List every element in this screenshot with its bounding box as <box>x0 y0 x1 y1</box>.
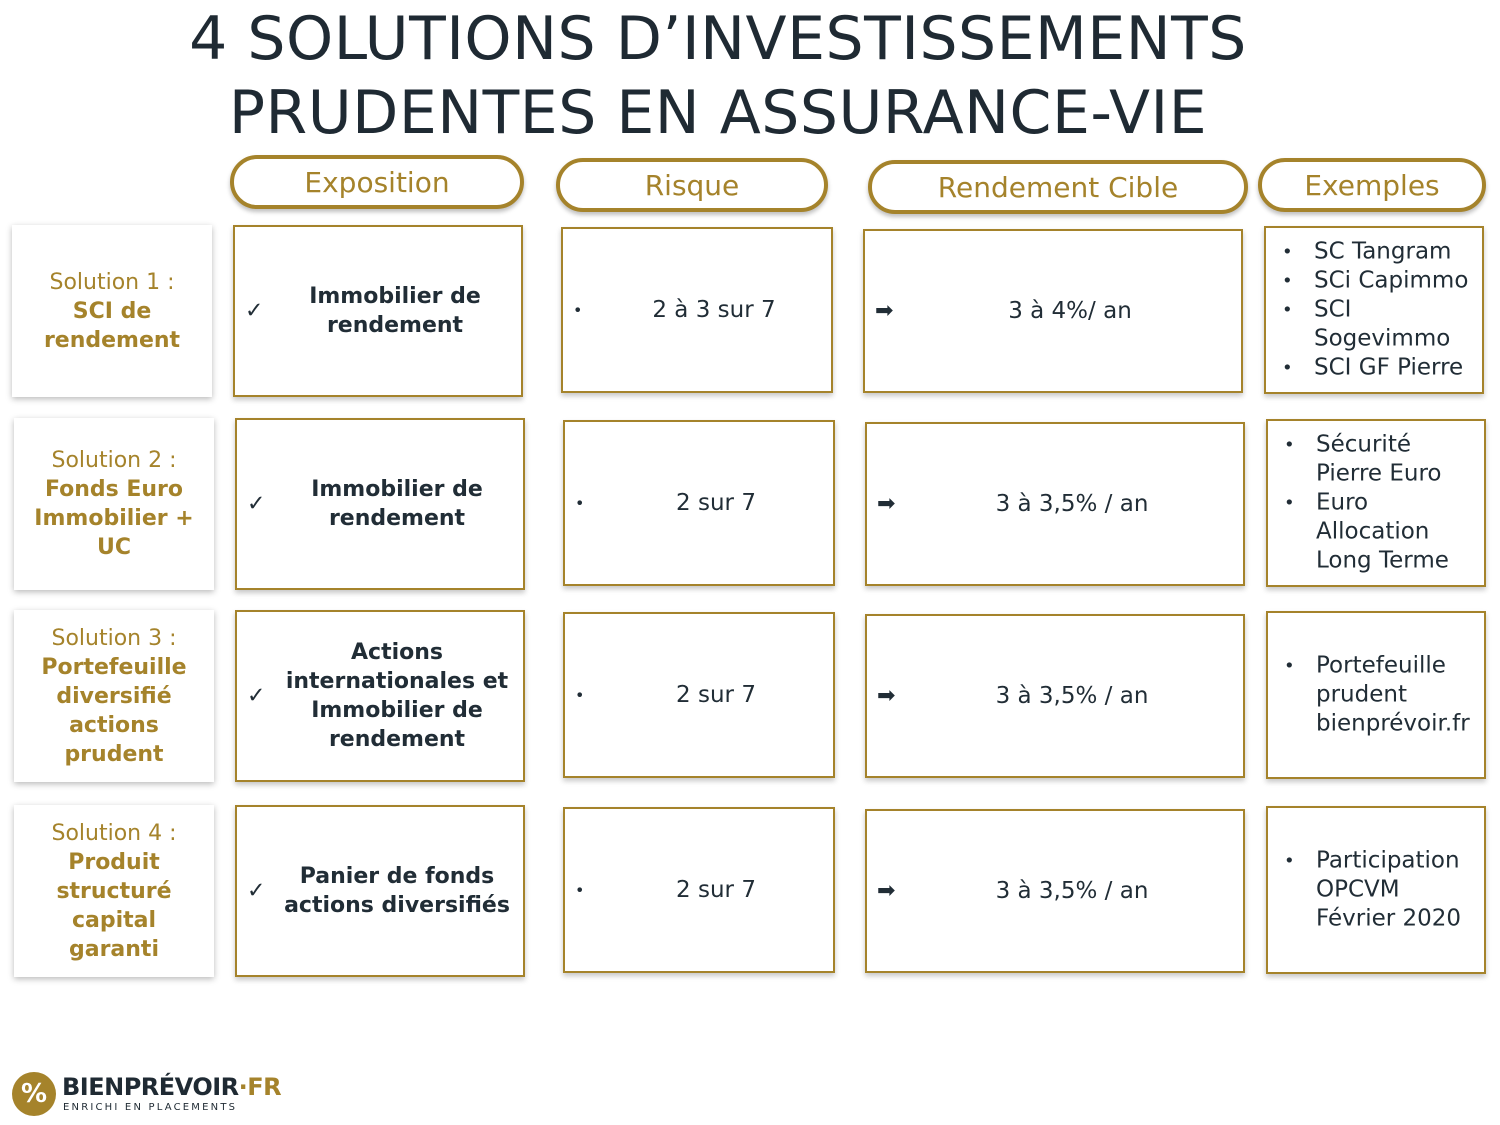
check-icon: ✓ <box>247 683 266 709</box>
solution-name-line: actions <box>69 712 159 738</box>
rendement-value: 3 à 3,5% / an <box>995 877 1149 904</box>
exemple-item: • Sécurité Pierre Euro <box>1280 431 1480 489</box>
exemple-item: • SC Tangram <box>1278 238 1478 267</box>
logo-name-suffix: ·FR <box>238 1073 282 1101</box>
solution-name-line: capital <box>71 907 157 933</box>
arrow-right-icon: ➡ <box>877 878 896 904</box>
header-exemples: Exemples <box>1258 158 1486 212</box>
exposition-line: Immobilier de <box>311 698 483 723</box>
exposition-cell <box>235 418 525 590</box>
solution-label: Solution 4 : <box>51 820 177 846</box>
solution-name-line: UC <box>96 535 131 560</box>
solution-card <box>14 805 214 977</box>
rendement-cell <box>863 229 1243 393</box>
rendement-value: 3 à 3,5% / an <box>995 682 1149 709</box>
risque-cell <box>563 420 835 586</box>
check-icon: ✓ <box>247 878 266 904</box>
exemples-list <box>1280 652 1480 739</box>
solution-label: Solution 1 : <box>49 269 175 295</box>
solution-name-line: diversifié <box>56 683 172 709</box>
exemple-item: • SCI GF Pierre <box>1278 354 1478 383</box>
solution-name-line: Portefeuille <box>41 654 187 680</box>
exposition-lines <box>284 862 510 920</box>
solution-name-line: rendement <box>43 327 181 353</box>
check-icon: ✓ <box>247 491 266 517</box>
rendement-cell <box>865 809 1245 973</box>
title-line-2: PRUDENTES EN ASSURANCE-VIE <box>228 78 1208 148</box>
exposition-text <box>275 227 515 395</box>
exposition-line: Immobilier de <box>311 477 483 502</box>
logo-tagline: ENRICHI EN PLACEMENTS <box>63 1102 238 1113</box>
exposition-line: Actions <box>351 640 443 665</box>
risque-cell <box>563 807 835 973</box>
exposition-cell <box>235 610 525 782</box>
exemple-item: • Participation OPCVM Février 2020 <box>1280 847 1480 934</box>
exposition-cell <box>235 805 525 977</box>
percent-icon: % <box>12 1072 56 1116</box>
exemple-item: • Portefeuille prudent bienprévoir.fr <box>1280 652 1480 739</box>
bullet-icon: • <box>575 685 585 705</box>
logo-name-main: BIENPRÉVOIR <box>62 1073 239 1101</box>
solution-name-line: structuré <box>56 878 172 904</box>
exemples-cell <box>1266 806 1486 974</box>
risque-value: 2 à 3 sur 7 <box>652 296 776 323</box>
exemples-cell <box>1266 611 1486 779</box>
header-risque: Risque <box>556 158 828 212</box>
exposition-text <box>277 420 517 588</box>
solution-name-line: garanti <box>68 936 159 962</box>
title-line-1: 4 SOLUTIONS D’INVESTISSEMENTS <box>189 4 1247 74</box>
exemple-item: • Euro Allocation Long Terme <box>1280 489 1480 576</box>
exposition-line: rendement <box>328 506 466 531</box>
bullet-icon: • <box>573 300 583 320</box>
header-exposition: Exposition <box>230 155 524 209</box>
exemples-cell <box>1264 226 1484 394</box>
rendement-cell <box>865 422 1245 586</box>
bullet-icon: • <box>575 880 585 900</box>
exposition-line: Panier de fonds <box>299 864 495 889</box>
exposition-lines <box>309 282 481 340</box>
arrow-right-icon: ➡ <box>877 683 896 709</box>
exposition-lines <box>311 475 483 533</box>
page-title <box>0 2 1436 150</box>
logo-name <box>62 1073 281 1101</box>
solution-name-line: SCI de <box>72 298 152 324</box>
bienprevoir-logo <box>12 1072 282 1122</box>
bullet-icon: • <box>575 493 585 513</box>
rendement-value: 3 à 4%/ an <box>1008 297 1132 324</box>
exposition-line: Immobilier de <box>309 284 481 309</box>
solution-card <box>14 418 214 590</box>
exemple-item: • SCi Capimmo <box>1278 267 1478 296</box>
rendement-cell <box>865 614 1245 778</box>
risque-cell <box>563 612 835 778</box>
risque-value: 2 sur 7 <box>676 876 756 903</box>
exemples-list <box>1278 238 1478 383</box>
risque-cell <box>561 227 833 393</box>
solution-card <box>14 610 214 782</box>
exposition-line: rendement <box>328 727 466 752</box>
rendement-value: 3 à 3,5% / an <box>995 490 1149 517</box>
exposition-line: internationales et <box>285 669 509 694</box>
arrow-right-icon: ➡ <box>877 491 896 517</box>
exemple-item: • SCI Sogevimmo <box>1278 296 1478 354</box>
exposition-lines <box>286 638 508 754</box>
solution-label: Solution 3 : <box>51 625 177 651</box>
risque-value: 2 sur 7 <box>676 681 756 708</box>
solution-name-line: Immobilier + <box>34 506 194 531</box>
check-icon: ✓ <box>245 298 264 324</box>
solution-name-line: Fonds Euro <box>44 477 184 502</box>
header-rendement: Rendement Cible <box>868 160 1248 214</box>
solution-name-line: prudent <box>64 741 164 767</box>
solution-name-line: Produit <box>68 849 160 875</box>
exposition-text <box>277 807 517 975</box>
exemples-list <box>1280 431 1480 576</box>
exemples-list <box>1280 847 1480 934</box>
arrow-right-icon: ➡ <box>875 298 894 324</box>
solution-card <box>12 225 212 397</box>
risque-value: 2 sur 7 <box>676 489 756 516</box>
solution-label: Solution 2 : <box>51 448 177 473</box>
exemples-cell <box>1266 419 1486 587</box>
exposition-line: rendement <box>326 313 464 338</box>
exposition-text <box>277 612 517 780</box>
exposition-cell <box>233 225 523 397</box>
exposition-line: actions diversifiés <box>284 893 510 918</box>
